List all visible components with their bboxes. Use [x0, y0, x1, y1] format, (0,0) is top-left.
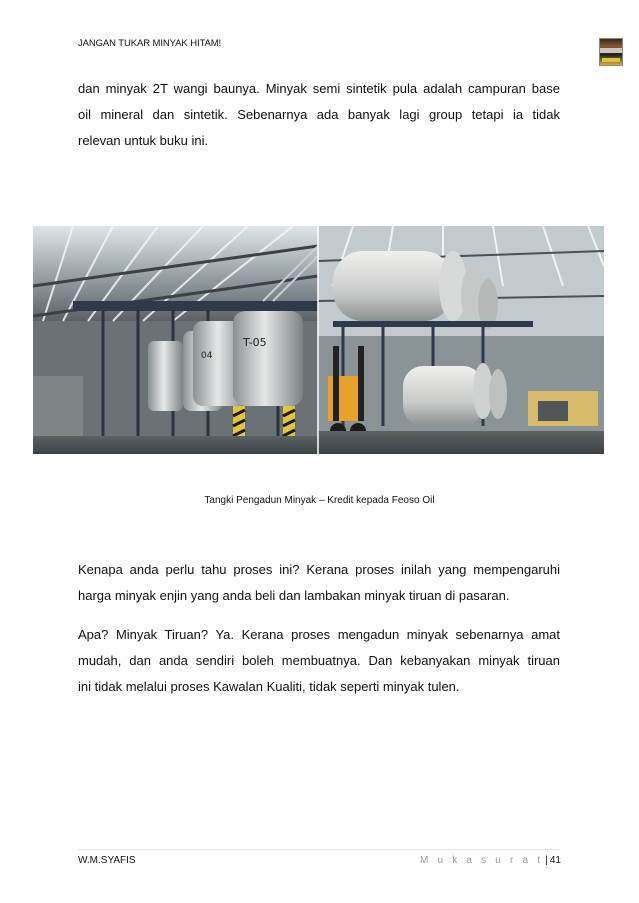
- page-label: M u k a s u r a t: [419, 855, 544, 866]
- paragraph-fake-oil: [78, 622, 560, 700]
- paragraph-line: ini tidak melalui proses Kawalan Kualiti, tidak seperti minyak tulen.: [78, 679, 460, 694]
- paragraph-line: relevan untuk buku ini.: [78, 133, 209, 148]
- footer-page-info: [420, 855, 561, 866]
- paragraph-line: harga minyak enjin yang anda beli dan lambakan minyak tiruan di pasaran.: [78, 588, 510, 603]
- header-title: JANGAN TUKAR MINYAK HITAM!: [78, 38, 222, 49]
- book-cover-icon: [599, 38, 623, 66]
- page-separator: |: [545, 855, 548, 866]
- paragraph-line: Apa? Minyak Tiruan? Ya. Kerana proses mengadun minyak sebenarnya amat: [78, 627, 560, 642]
- paragraph-process: [78, 557, 560, 609]
- paragraph-line: Kenapa anda perlu tahu proses ini? Kerana proses inilah yang mempengaruhi: [78, 562, 560, 577]
- photo-caption: Tangki Pengadun Minyak – Kredit kepada Feoso Oil: [204, 495, 435, 506]
- paragraph-intro: [78, 76, 560, 154]
- tank-label-t05: T-05: [243, 336, 267, 349]
- footer-divider: [78, 849, 560, 850]
- page-number: 41: [549, 855, 561, 866]
- blending-tanks-photo: [33, 226, 604, 454]
- paragraph-line: oil mineral dan sintetik. Sebenarnya ada banyak lagi group tetapi ia tidak: [78, 107, 560, 122]
- paragraph-line: dan minyak 2T wangi baunya. Minyak semi sintetik pula adalah campuran base: [78, 81, 560, 96]
- footer-author: W.M.SYAFIS: [78, 855, 136, 866]
- tank-label-04: 04: [201, 351, 213, 361]
- paragraph-line: mudah, dan anda sendiri boleh membuatnya. Dan kebanyakan minyak tiruan: [78, 653, 560, 668]
